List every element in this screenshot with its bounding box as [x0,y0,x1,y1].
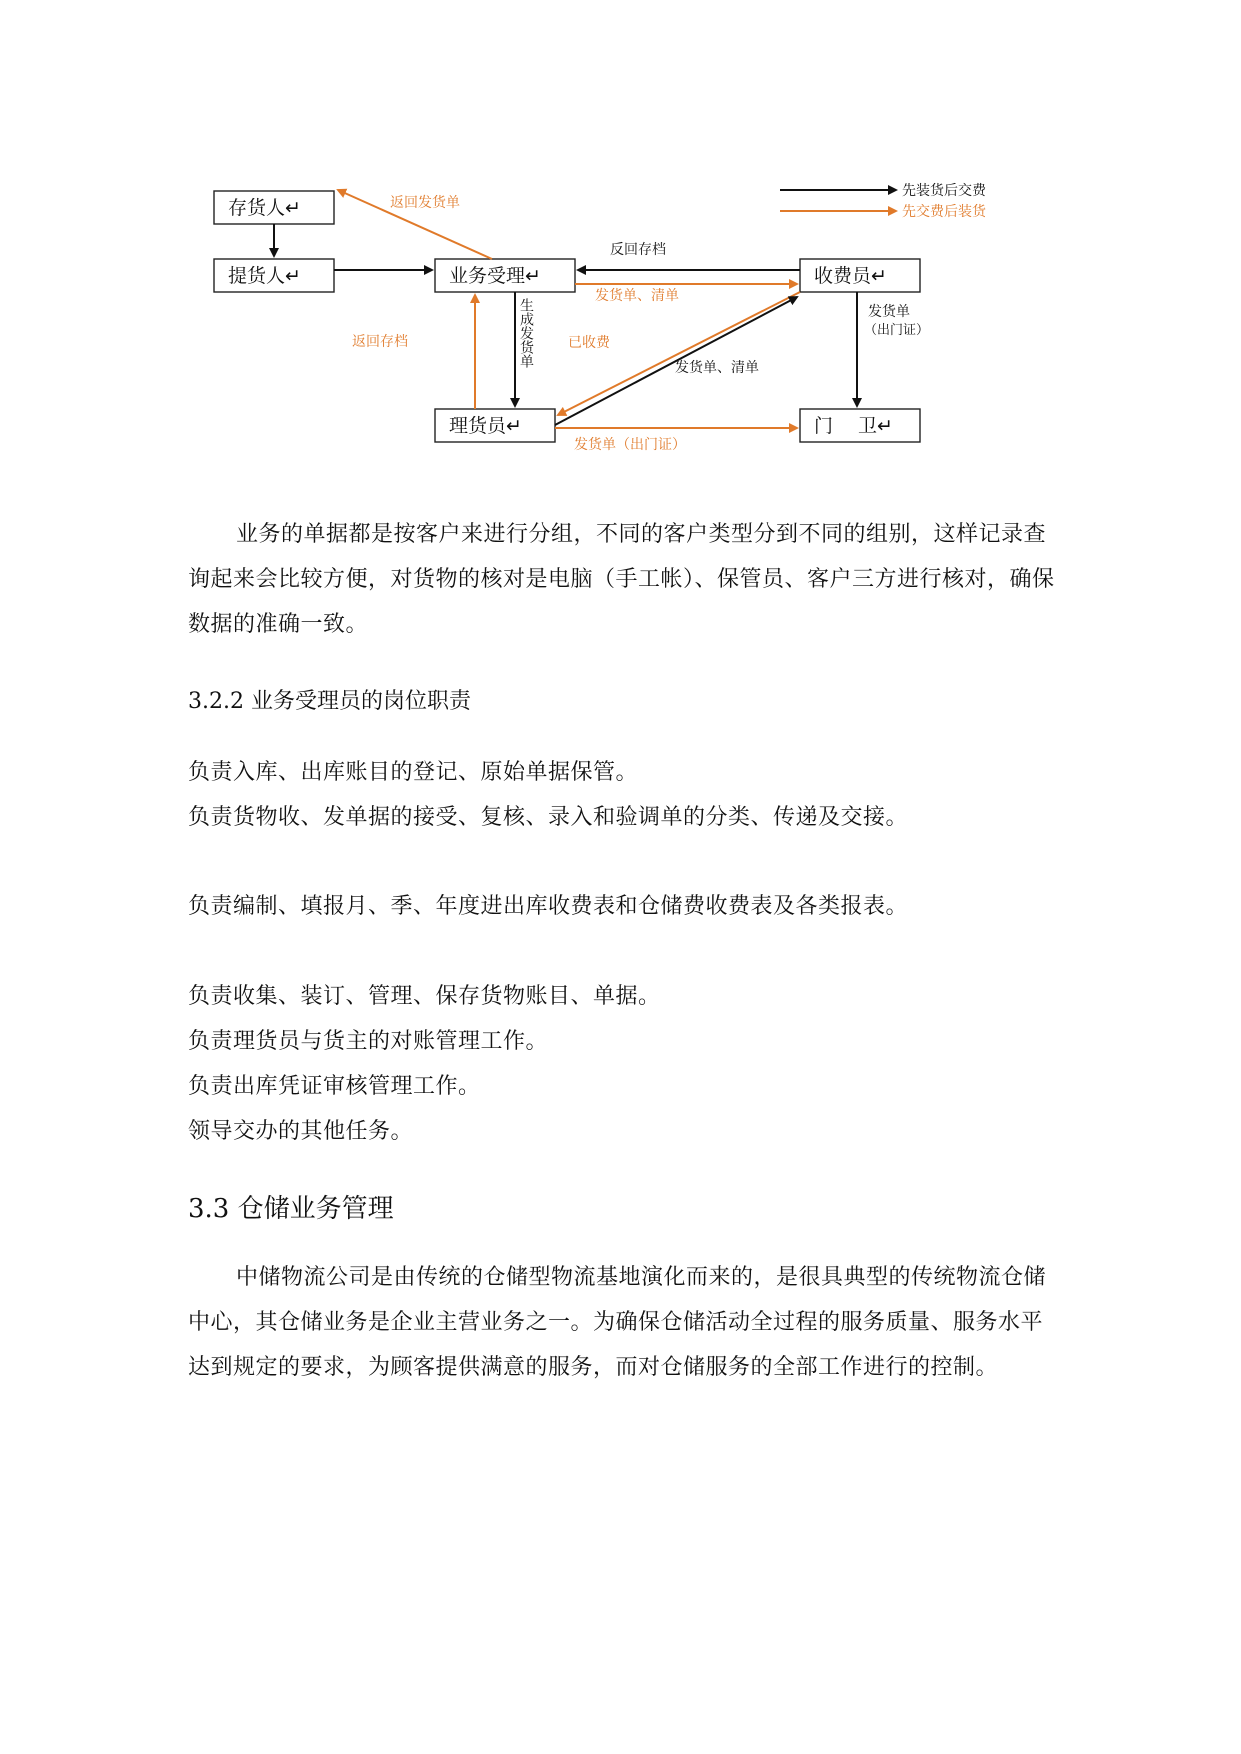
label-gate-pass-right: （出门证） [864,323,930,338]
paragraph-warehouse-management: 中储物流公司是由传统的仓储型物流基地演化而来的，是很具典型的传统物流仓储中心，其仓储业务是企业主营业务之一。为确保仓储活动全过程的服务质量、服务水平达到规定的要求，为顾客提供满意的服务，而对仓储服务的全部工作进行的控制。 [188,1265,1047,1380]
legend-black-label: 先装货后交费 [902,183,986,199]
duty-item: 负责收集、装订、管理、保存货物账目、单据。 [188,984,661,1009]
label-generate-delivery: 生成发货单 [518,298,534,368]
paragraph-grouping: 业务的单据都是按客户来进行分组，不同的客户类型分到不同的组别，这样记录查询起来会比较方便，对货物的核对是电脑（手工帐）、保管员、客户三方进行核对，确保数据的准确一致。 [188,522,1055,637]
node-picker [214,259,334,292]
duty-item: 负责入库、出库账目的登记、原始单据保管。 [188,760,639,785]
section-heading-3-2-2: 3.2.2 业务受理员的岗位职责 [188,689,471,714]
section-heading-3-3: 3.3 仓储业务管理 [188,1194,394,1224]
svg-text:存货人↵: 存货人↵ [228,197,301,219]
warehouse-flow-diagram [0,0,1241,470]
svg-text:提货人↵: 提货人↵ [228,265,301,287]
legend [780,182,987,220]
node-cashier [800,259,920,292]
label-delivery-list-black: 发货单、清单 [675,360,759,376]
label-delivery-gate-pass: 发货单（出门证） [574,437,686,453]
label-return-archive-left: 返回存档 [352,334,408,350]
label-delivery-list-orange: 发货单、清单 [595,288,679,304]
node-depositor [214,191,334,224]
duty-item: 领导交办的其他任务。 [188,1119,414,1144]
svg-text:业务受理↵: 业务受理↵ [449,265,541,287]
label-delivery-note-right: 发货单 [868,304,910,320]
node-clerk [435,409,555,442]
duty-item: 负责出库凭证审核管理工作。 [188,1074,481,1099]
label-paid: 已收费 [568,335,610,351]
legend-orange-label: 先交费后装货 [902,204,986,220]
duty-item: 负责理货员与货主的对账管理工作。 [188,1029,549,1054]
arrow-cashier-to-clerk [558,292,800,415]
duty-item: 负责编制、填报月、季、年度进出库收费表和仓储费收费表及各类报表。 [188,894,909,919]
svg-text:门 卫↵: 门 卫↵ [814,415,893,437]
duty-item: 负责货物收、发单据的接受、复核、录入和验调单的分类、传递及交接。 [188,805,909,830]
label-return-delivery: 返回发货单 [390,195,460,211]
node-business [435,259,575,292]
svg-text:收费员↵: 收费员↵ [814,265,887,287]
label-return-archive-top: 反回存档 [610,242,666,258]
svg-text:理货员↵: 理货员↵ [449,415,522,437]
node-gate [800,409,920,442]
